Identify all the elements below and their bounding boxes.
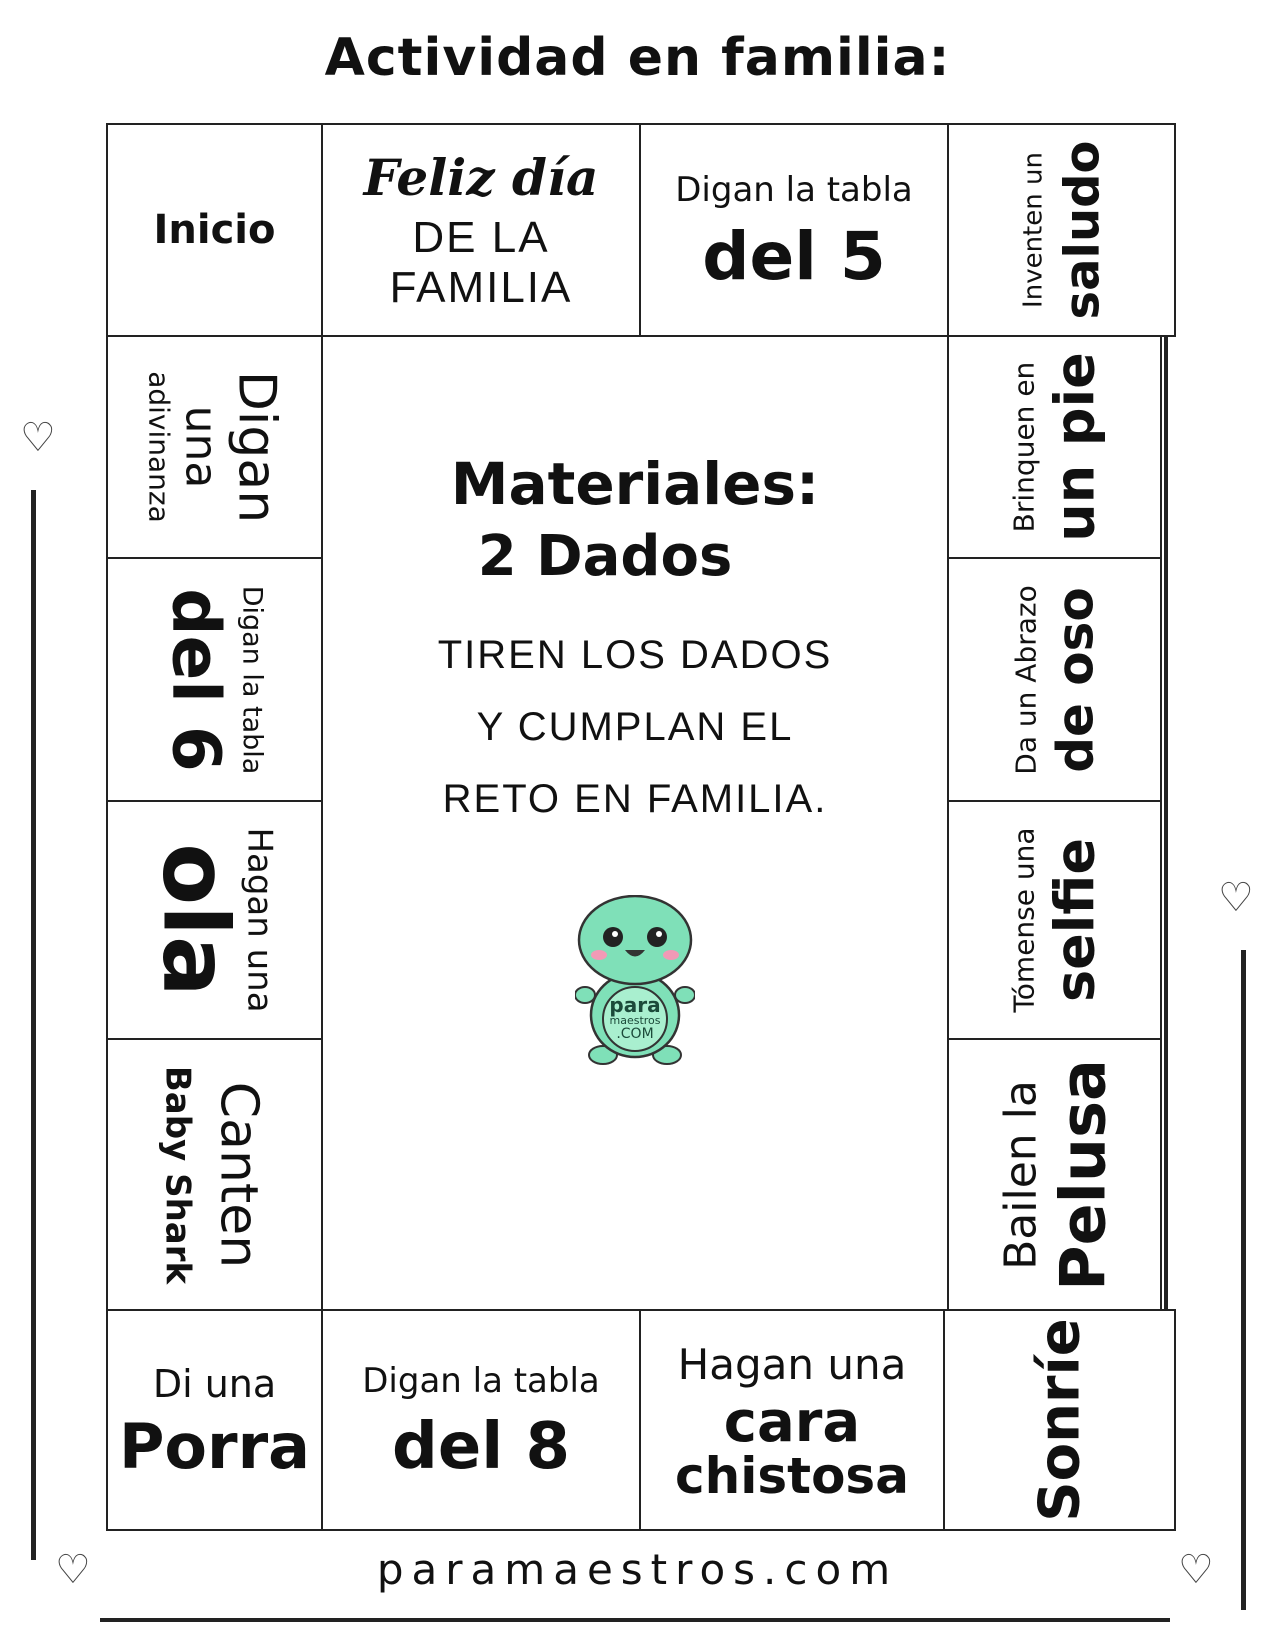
cell-adivinanza bbox=[106, 335, 323, 559]
saludo-big: saludo bbox=[1053, 140, 1110, 320]
porra-small: Di una bbox=[152, 1362, 277, 1406]
inicio-label: Inicio bbox=[153, 207, 276, 253]
heart-icon-left-top: ♡ bbox=[20, 415, 56, 461]
adivinanza-mid: una bbox=[175, 405, 227, 489]
cell-saludo bbox=[947, 123, 1176, 337]
tabla-6-small: Digan la tabla bbox=[236, 585, 267, 774]
instruction-line-2: Y CUMPLAN EL bbox=[476, 705, 794, 749]
adivinanza-big: Digan bbox=[226, 370, 287, 524]
cell-cara-chistosa bbox=[639, 1309, 945, 1531]
cara-big-1: cara bbox=[723, 1389, 861, 1455]
cell-porra bbox=[106, 1309, 323, 1531]
baby-shark-small: Baby Shark bbox=[157, 1065, 198, 1284]
logo-text-para: para bbox=[609, 993, 661, 1017]
heart-icon-right-top: ♡ bbox=[1218, 875, 1254, 921]
game-board bbox=[106, 123, 1168, 1531]
footer-website: paramaestros.com bbox=[376, 1545, 899, 1594]
sonrie-label: Sonríe bbox=[1026, 1318, 1092, 1522]
cell-tabla-5 bbox=[639, 123, 949, 337]
page-title: Actividad en familia: bbox=[324, 28, 951, 88]
un-pie-big: un pie bbox=[1043, 352, 1106, 542]
porra-big: Porra bbox=[118, 1410, 311, 1483]
left-border-line bbox=[31, 490, 36, 1560]
ola-small: Hagan una bbox=[239, 827, 280, 1013]
dados-text: 2 Dados bbox=[477, 524, 733, 589]
cell-baby-shark bbox=[106, 1038, 323, 1311]
tabla-6-big: del 6 bbox=[157, 587, 234, 772]
de-la-familia-text: DE LA FAMILIA bbox=[389, 212, 573, 312]
materiales-heading: Materiales: bbox=[450, 450, 820, 518]
logo-text-com: .COM bbox=[616, 1025, 654, 1042]
pelusa-big: Pelusa bbox=[1046, 1058, 1119, 1291]
cell-tabla-8 bbox=[321, 1309, 641, 1531]
feliz-dia-text: Feliz día bbox=[363, 147, 599, 207]
right-border-line bbox=[1241, 950, 1246, 1610]
pelusa-small: Bailen la bbox=[995, 1079, 1046, 1270]
cell-un-pie bbox=[947, 335, 1162, 559]
logo-text-maestros: maestros bbox=[609, 1014, 661, 1027]
un-pie-small: Brinquen en bbox=[1007, 361, 1040, 533]
center-panel bbox=[321, 335, 949, 1311]
heart-icon-right-bottom: ♡ bbox=[1178, 1547, 1214, 1593]
adivinanza-small: adivinanza bbox=[142, 371, 176, 523]
cell-tabla-6 bbox=[106, 557, 323, 802]
abrazo-big: de oso bbox=[1046, 586, 1104, 773]
cell-inicio bbox=[106, 123, 323, 337]
cell-feliz-dia bbox=[321, 123, 641, 337]
cell-abrazo-oso bbox=[947, 557, 1162, 802]
saludo-small: Inventen un bbox=[1017, 152, 1048, 308]
selfie-small: Tómense una bbox=[1007, 827, 1040, 1013]
turtle-icon bbox=[575, 895, 695, 1070]
paramaestros-turtle-logo bbox=[575, 895, 695, 1070]
instruction-line-3: RETO EN FAMILIA. bbox=[442, 777, 828, 821]
cell-selfie bbox=[947, 800, 1162, 1040]
cara-big-2: chistosa bbox=[675, 1446, 909, 1505]
heart-icon-left-bottom: ♡ bbox=[55, 1547, 91, 1593]
selfie-big: selfie bbox=[1043, 838, 1106, 1002]
cell-sonrie bbox=[943, 1309, 1176, 1531]
bottom-border-line bbox=[100, 1618, 1170, 1622]
instruction-line-1: TIREN LOS DADOS bbox=[437, 633, 833, 677]
cell-pelusa bbox=[947, 1038, 1162, 1311]
abrazo-small: Da un Abrazo bbox=[1009, 584, 1042, 775]
cara-small: Hagan una bbox=[677, 1339, 907, 1389]
tabla-8-big: del 8 bbox=[392, 1410, 570, 1484]
tabla-5-big: del 5 bbox=[702, 218, 886, 295]
ola-big: ola bbox=[142, 843, 248, 997]
tabla-5-small: Digan la tabla bbox=[675, 170, 913, 210]
cell-ola bbox=[106, 800, 323, 1040]
baby-shark-big: Canten bbox=[208, 1081, 269, 1268]
tabla-8-small: Digan la tabla bbox=[362, 1361, 600, 1401]
